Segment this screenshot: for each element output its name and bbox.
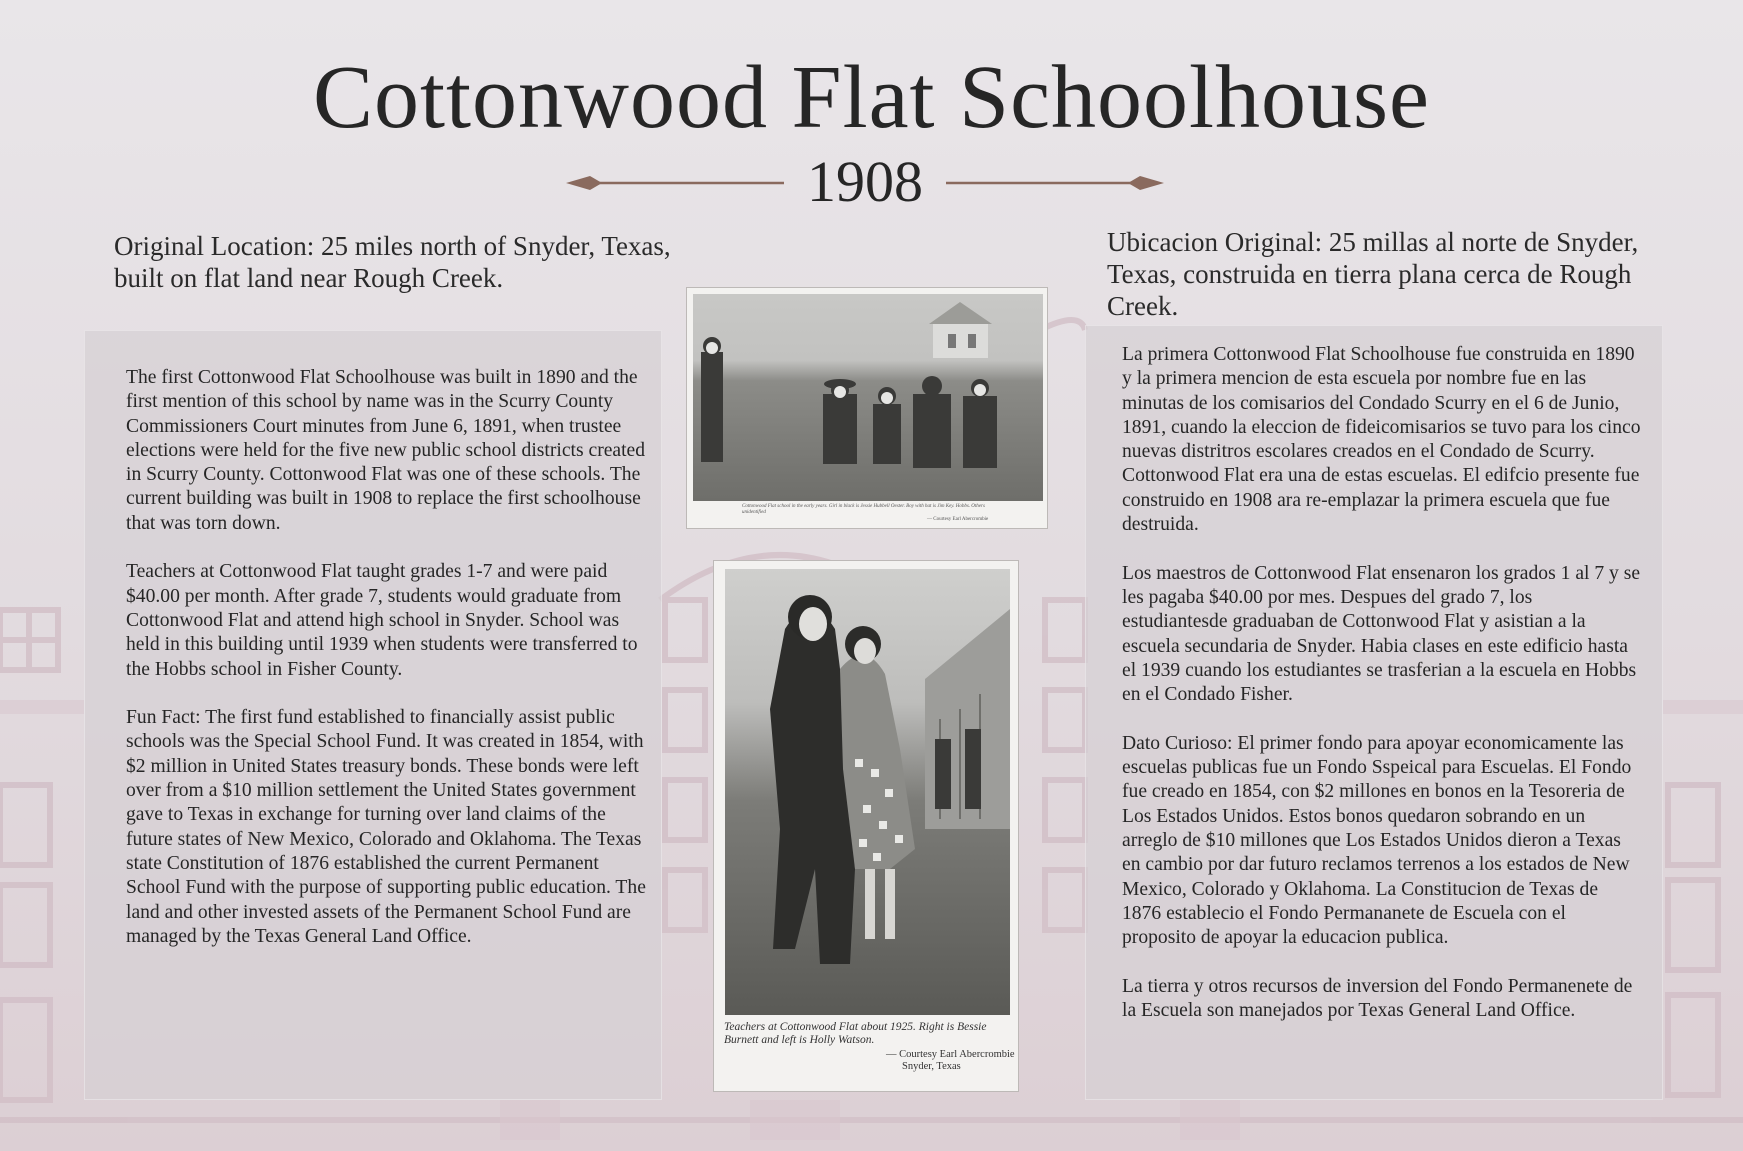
teachers-photo-credit-line1: — Courtesy Earl Abercrombie [886, 1049, 1015, 1060]
schoolhouse-photo-drawing [693, 294, 1043, 501]
spanish-paragraph-history: La primera Cottonwood Flat Schoolhouse fue construida en 1890 y la primera mencion de esta escuela por nombre fue en las minutas de los comisarios del Condado Scurry en el 6 de Junio, 1891, cuando la eleccion de fideicomisarios se tuvo para los cinco nuevas distritros escolares creados en el Condado de Scurry. Cottonwood Flat era una de estas escuelas. El edifcio presente fue construido en 1908 ara re-emplazar la primera escuela que fue destruida. [1122, 344, 1641, 536]
teachers-photo-caption: Teachers at Cottonwood Flat about 1925. Right is Bessie Burnett and left is Holly Watson. [724, 1021, 987, 1046]
schoolhouse-photo-image [693, 294, 1043, 501]
spanish-paragraph-land-office: La tierra y otros recursos de inversion del Fondo Permanenete de la Escuela son manejados por Texas General Land Office. [1122, 975, 1633, 1022]
teachers-photo-credit [886, 1049, 1016, 1073]
right-ornament-line [946, 174, 1164, 192]
english-paragraph-fun-fact: Fun Fact: The first fund established to financially assist public schools was the Special School Fund. It was created in 1854, with $2 million in United States treasury bonds. These bonds were left over from a $10 million settlement the United States government gave to Texas in exchange for turning over land claims of the future states of New Mexico, Colorado and Oklahoma. The Texas state Constitution of 1876 established the current Permanent School Fund with the purpose of supporting public education. The land and other invested assets of the Permanent School Fund are managed by the Texas General Land Office. [126, 707, 646, 947]
spanish-paragraph-teachers: Los maestros de Cottonwood Flat ensenaron los grados 1 al 7 y se les pagaba $40.00 por mes. Despues del grado 7, los estudiantesde graduaban de Cottonwood Flat y asistian a la escuela secundaria de Snyder. Habia clases en este edificio hasta el 1939 cuando los estudiantes se trasferian a la escuela en Hobbs en el Condado Fisher. [1122, 562, 1641, 706]
year-label: 1908 [807, 149, 923, 214]
schoolhouse-photo-credit: — Courtesy Earl Abercrombie [927, 517, 989, 522]
teachers-photo-image [725, 569, 1010, 1015]
english-body [126, 366, 646, 973]
spanish-body [1122, 343, 1642, 1048]
year-header [560, 148, 1170, 218]
english-paragraph-teachers: Teachers at Cottonwood Flat taught grades 1-7 and were paid $40.00 per month. After grade 7, students would graduate from Cottonwood Flat and attend high school in Snyder. School was held in this building until 1939 when students were transferred to the Hobbs school in Fisher County. [126, 561, 638, 680]
page-title: Cottonwood Flat Schoolhouse [312, 48, 1431, 147]
english-paragraph-history: The first Cottonwood Flat Schoolhouse was built in 1890 and the first mention of this school by name was in the Scurry County Commissioners Court minutes from June 6, 1891, when trustee elections were held for the five new public school districts created in Scurry County. Cottonwood Flat was one of these schools. The current building was built in 1908 to replace the first schoolhouse that was torn down. [126, 367, 646, 534]
schoolhouse-photo [686, 287, 1048, 529]
spanish-location-heading: Ubicacion Original: 25 millas al norte de Snyder, Texas, construida en tierra plana cerca de Rough Creek. [1107, 227, 1639, 321]
english-location-heading: Original Location: 25 miles north of Snyder, Texas, built on flat land near Rough Creek. [114, 231, 671, 293]
teachers-photo [713, 560, 1019, 1092]
schoolhouse-photo-caption: Cottonwood Flat school in the early years. Girl in black is Jessie Hubbell Oester. Boy with hat is Jim Key. Hobbs. Others unidentified [742, 504, 985, 515]
spanish-paragraph-fun-fact: Dato Curioso: El primer fondo para apoyar economicamente las escuelas publicas fue un Fondo Sspeical para Escuelas. El Fondo fue creado en 1854, con $2 millones en bonos en la Tesoreria de Los Estados Unidos. Estos bonos quedaron sobrando en un arreglo de $10 millones que Los Estados Unidos dieron a Texas en cambio por dar futuro reclamos terrenos a los estados de New Mexico, Colorado y Oklahoma. La Constitucion de Texas de 1876 establecio el Fondo Permananete de Escuela con el proposito de apoyar la educacion publica. [1122, 732, 1632, 949]
teachers-photo-credit-line2: Snyder, Texas [902, 1061, 961, 1072]
teachers-photo-drawing [725, 569, 1010, 1015]
